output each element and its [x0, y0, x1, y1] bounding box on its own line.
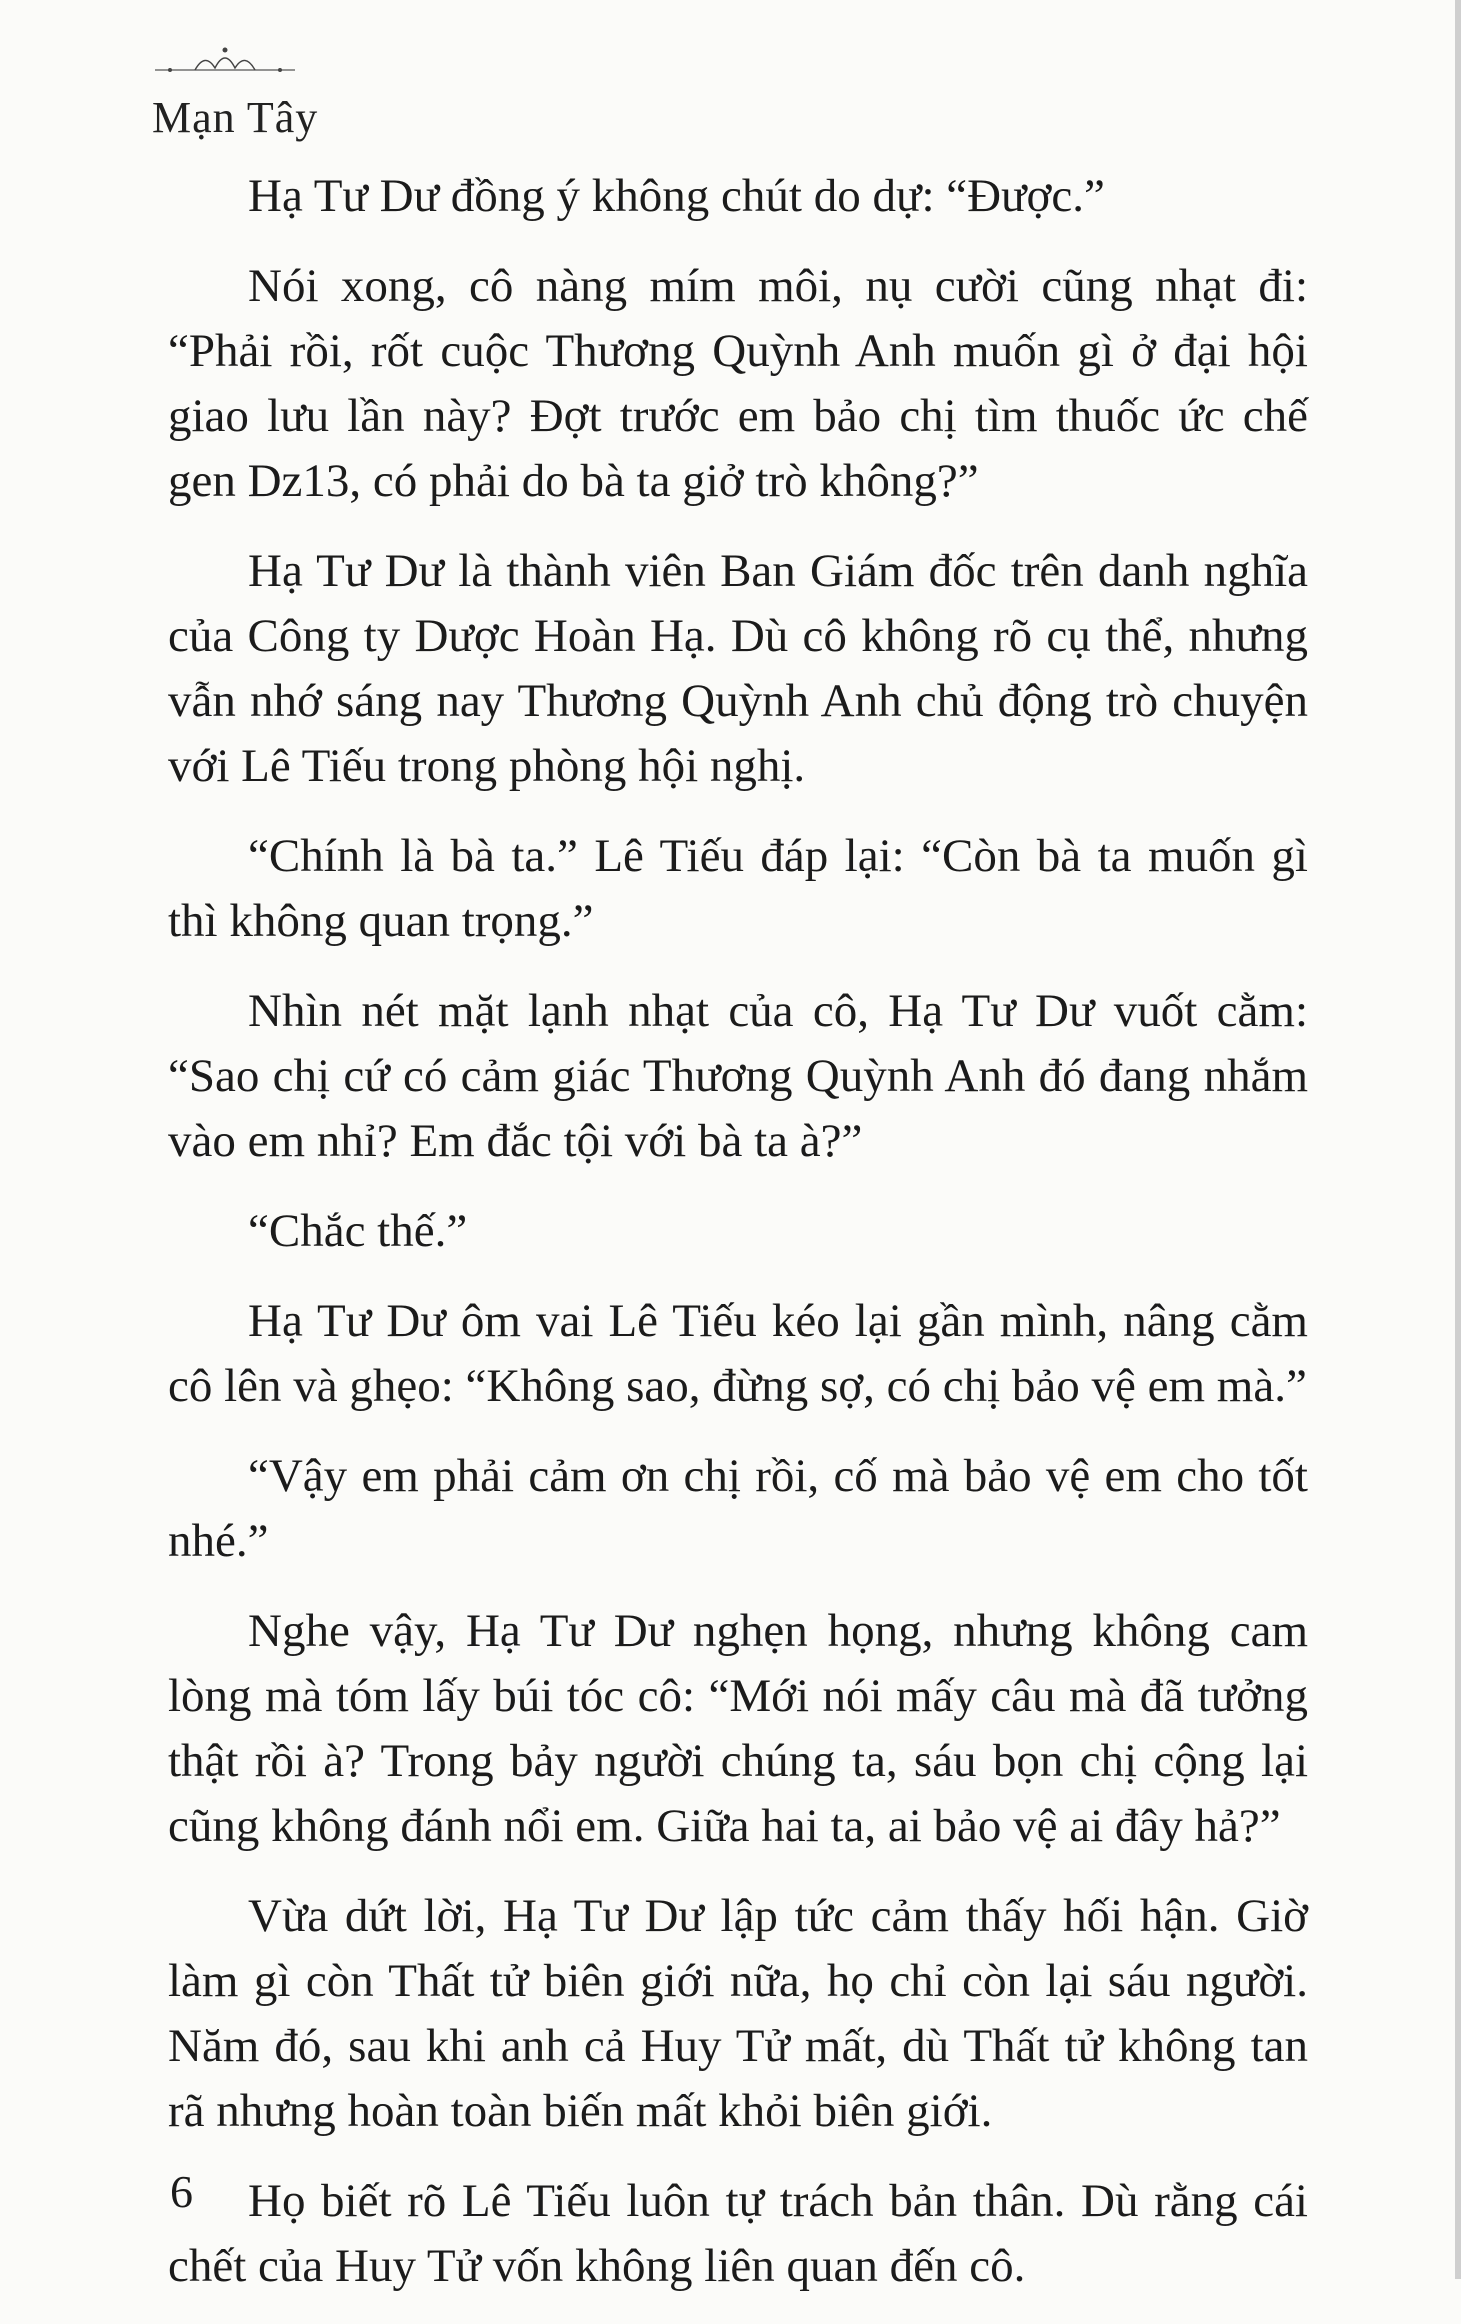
paragraph: Nghe vậy, Hạ Tư Dư nghẹn họng, nhưng không cam lòng mà tóm lấy búi tóc cô: “Mới nói mấy câu mà đã tưởng thật rồi à? Trong bảy người chúng ta, sáu bọn chị cộng lại cũng không đánh nổi em. Giữa hai ta, ai bảo vệ ai đây hả?”: [168, 1605, 1308, 1852]
paragraph: “Chính là bà ta.” Lê Tiếu đáp lại: “Còn bà ta muốn gì thì không quan trọng.”: [168, 830, 1308, 947]
paragraph: Hạ Tư Dư ôm vai Lê Tiếu kéo lại gần mình, nâng cằm cô lên và ghẹo: “Không sao, đừng sợ, có chị bảo vệ em mà.”: [168, 1295, 1308, 1412]
ornament-flourish-icon: [150, 40, 300, 80]
running-title: Mạn Tây: [152, 93, 319, 142]
paragraph: “Chắc thế.”: [248, 1205, 468, 1257]
paragraph: Vừa dứt lời, Hạ Tư Dư lập tức cảm thấy hối hận. Giờ làm gì còn Thất tử biên giới nữa, họ chỉ còn lại sáu người. Năm đó, sau khi anh cả Huy Tử mất, dù Thất tử không tan rã nhưng hoàn toàn biến mất khỏi biên giới.: [168, 1890, 1308, 2137]
paragraph: Hạ Tư Dư đồng ý không chút do dự: “Được.”: [248, 170, 1105, 222]
paragraph: “Vậy em phải cảm ơn chị rồi, cố mà bảo vệ em cho tốt nhé.”: [168, 1450, 1308, 1567]
paragraph: Nhìn nét mặt lạnh nhạt của cô, Hạ Tư Dư vuốt cằm: “Sao chị cứ có cảm giác Thương Quỳnh Anh đó đang nhắm vào em nhỉ? Em đắc tội với bà ta à?”: [168, 985, 1308, 1167]
paragraph: Nói xong, cô nàng mím môi, nụ cười cũng nhạt đi: “Phải rồi, rốt cuộc Thương Quỳnh Anh muốn gì ở đại hội giao lưu lần này? Đợt trước em bảo chị tìm thuốc ức chế gen Dz13, có phải do bà ta giở trò không?”: [168, 260, 1308, 507]
page-edge-line: [1455, 0, 1461, 2279]
page-number: 6: [170, 2166, 193, 2217]
body-text: [168, 164, 1308, 2324]
paragraph: Hạ Tư Dư là thành viên Ban Giám đốc trên danh nghĩa của Công ty Dược Hoàn Hạ. Dù cô không rõ cụ thể, nhưng vẫn nhớ sáng nay Thương Quỳnh Anh chủ động trò chuyện với Lê Tiếu trong phòng hội nghị.: [168, 545, 1308, 792]
paragraph: Họ biết rõ Lê Tiếu luôn tự trách bản thân. Dù rằng cái chết của Huy Tử vốn không liên quan đến cô.: [168, 2175, 1308, 2292]
